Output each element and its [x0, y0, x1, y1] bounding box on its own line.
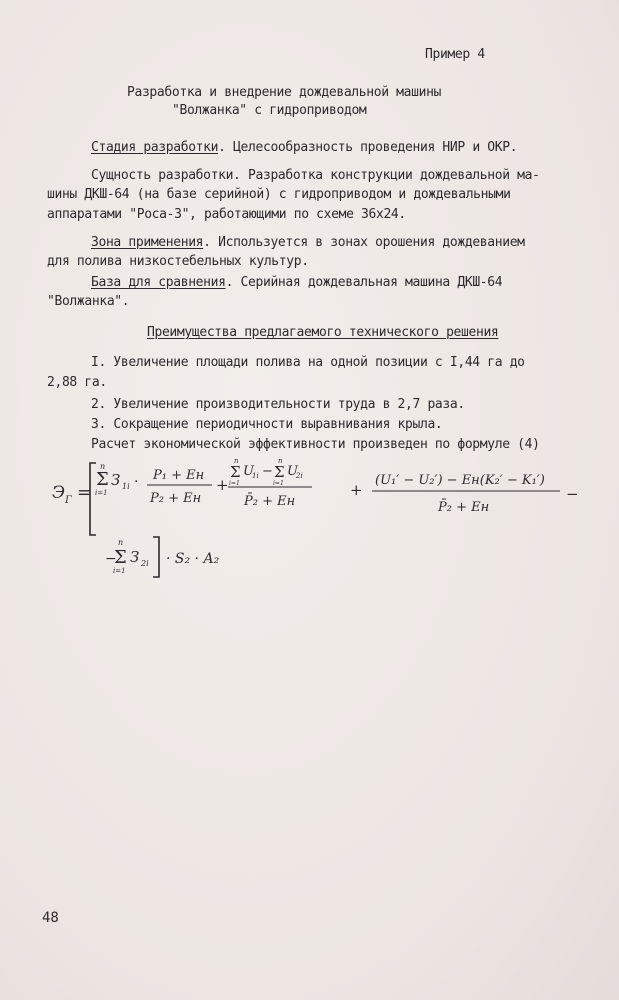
advantage-1-line-1: I. Увеличение площади полива на одной позиции с I,44 га до — [91, 355, 525, 370]
minus-inner: − — [262, 464, 273, 479]
frac3-numerator: (U₁′ − U₂′) − Eн(K₂′ − K₁′) — [375, 473, 545, 488]
stage-heading: Стадия разработки — [91, 140, 219, 155]
z2-sub: 2i — [141, 559, 149, 568]
sum4-sign: Σ — [114, 547, 127, 568]
frac1-numerator: P₁ + Eн — [153, 468, 205, 483]
zone-heading: Зона применения — [91, 235, 204, 250]
frac2-u2: U — [287, 464, 298, 479]
base-paragraph — [91, 275, 502, 291]
base-text: . Серийная дождевальная машина ДКШ-64 — [225, 275, 503, 290]
right-bracket — [153, 537, 159, 577]
z2-symbol: З — [130, 548, 140, 566]
advantage-1-line-2: 2,88 га. — [47, 375, 107, 390]
sum3-sign: Σ — [274, 463, 285, 481]
sum4-bottom: i=1 — [113, 567, 126, 575]
frac1-denominator: P₂ + Eн — [150, 491, 202, 506]
formula-lhs-sub: Г — [65, 495, 72, 506]
advantage-2: 2. Увеличение производительности труда в 2,7 раза. — [91, 397, 465, 412]
sum2-bottom: i=1 — [229, 480, 240, 487]
sum1-top: n — [100, 462, 106, 471]
frac2-u1: U — [243, 464, 254, 479]
sum2-sign: Σ — [230, 463, 241, 481]
formula-eq: = — [77, 483, 92, 503]
sum3-bottom: i=1 — [273, 480, 284, 487]
sum3-top: n — [278, 457, 283, 465]
title-line-1: Разработка и внедрение дождевальной машины — [127, 85, 442, 100]
base-line-2: "Волжанка". — [47, 294, 130, 309]
zone-line-2: для полива низкостебельных культур. — [47, 254, 309, 269]
zone-paragraph — [91, 235, 525, 251]
frac2-u2-sub: 2i — [296, 472, 303, 480]
dot-1: · — [134, 474, 139, 490]
title-line-2: "Волжанка" с гидроприводом — [172, 103, 367, 118]
sum4-top: n — [118, 538, 124, 547]
formula-tail: · S₂ · A₂ — [166, 551, 220, 567]
frac3-denominator: P̄₂ + Eн — [438, 500, 490, 515]
stage-paragraph — [91, 140, 517, 156]
minus-second-line: − — [105, 551, 117, 567]
base-heading: База для сравнения — [91, 275, 226, 290]
stage-text: . Целесообразность проведения НИР и ОКР. — [218, 140, 518, 155]
minus-end: − — [566, 485, 579, 503]
frac2-denominator: P̄₂ + Eн — [244, 494, 296, 509]
calc-intro: Расчет экономической эффективности произведен по формуле (4) — [91, 437, 540, 452]
sum1-bottom: i=1 — [95, 489, 108, 497]
plus-1: + — [216, 476, 229, 494]
sum1-sign: Σ — [96, 469, 109, 490]
example-label: Пример 4 — [425, 47, 485, 62]
essence-line-1: Сущность разработки. Разработка конструкции дождевальной ма- — [91, 168, 540, 183]
frac2-u1-sub: 1i — [252, 472, 259, 480]
essence-line-3: аппаратами "Роса-3", работающими по схеме 36х24. — [47, 207, 406, 222]
advantages-heading: Преимущества предлагаемого технического решения — [147, 325, 499, 340]
advantage-3: 3. Сокращение периодичности выравнивания крыла. — [91, 417, 443, 432]
efficiency-formula — [50, 455, 610, 595]
z1-sub: 1i — [122, 482, 130, 491]
zone-text: . Используется в зонах орошения дождеванием — [203, 235, 525, 250]
z1-symbol: З — [111, 471, 121, 489]
formula-lhs: Э — [52, 483, 66, 503]
plus-2: + — [350, 481, 363, 499]
sum2-top: n — [234, 457, 239, 465]
essence-line-2: шины ДКШ-64 (на базе серийной) с гидроприводом и дождевальными — [47, 187, 511, 202]
page-number: 48 — [42, 910, 59, 926]
